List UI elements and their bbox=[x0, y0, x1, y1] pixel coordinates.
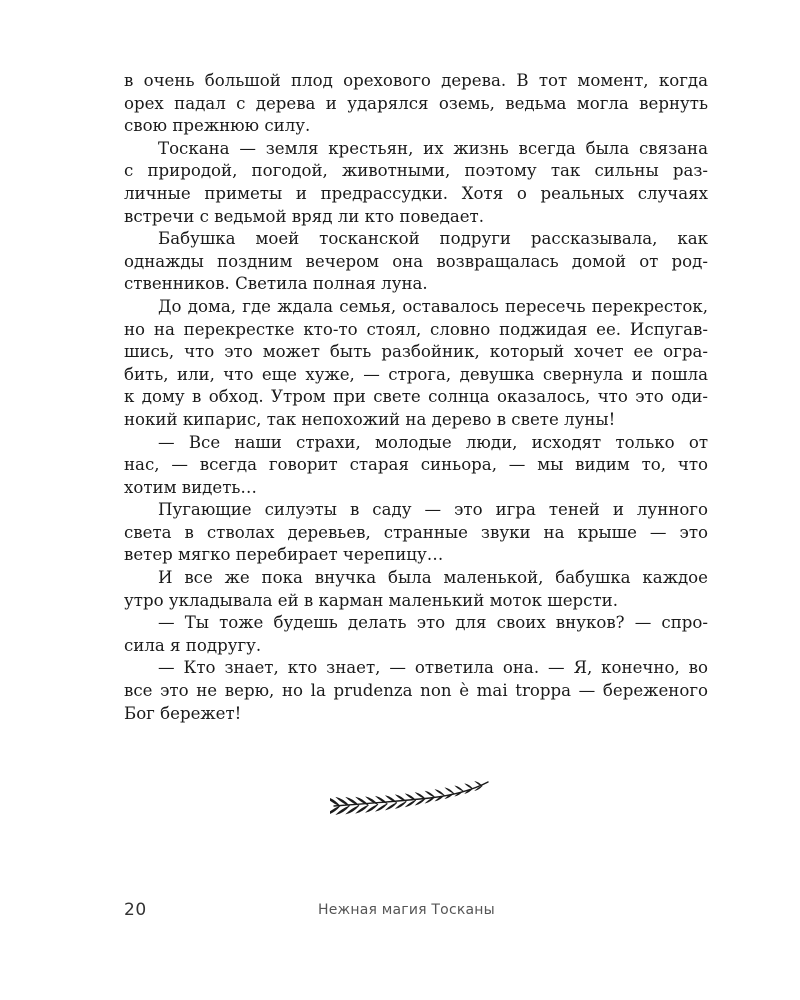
text-line: нас, — всегда говорит старая синьора, — мы видим то, что bbox=[124, 455, 708, 475]
text-line: личные приметы и предрассудки. Хотя о реальных случаях bbox=[124, 183, 708, 203]
text-line: ственников. Светила полная луна. bbox=[124, 274, 428, 294]
running-title: Нежная магия Тосканы bbox=[318, 902, 495, 918]
page-footer bbox=[124, 900, 708, 924]
text-line: встречи с ведьмой вряд ли кто поведает. bbox=[124, 206, 484, 226]
text-line: свою прежнюю силу. bbox=[124, 116, 311, 136]
text-line: нокий кипарис, так непохожий на дерево в свете луны! bbox=[124, 409, 616, 429]
text-line: ветер мягко перебирает черепицу… bbox=[124, 545, 444, 565]
text-line: однажды поздним вечером она возвращалась домой от род- bbox=[124, 251, 708, 271]
rosemary-sprig-icon bbox=[330, 776, 494, 836]
text-line: — Ты тоже будешь делать это для своих внуков? — спро- bbox=[158, 613, 708, 633]
text-line: шись, что это может быть разбойник, который хочет ее огра- bbox=[124, 342, 708, 362]
text-line: Тоскана — земля крестьян, их жизнь всегда была связана bbox=[158, 138, 708, 158]
text-line: с природой, погодой, животными, поэтому так сильны раз- bbox=[124, 161, 708, 181]
body-text bbox=[124, 70, 708, 725]
page-number: 20 bbox=[124, 900, 147, 920]
text-line: До дома, где ждала семья, оставалось пересечь перекресток, bbox=[158, 296, 708, 316]
text-line: но на перекрестке кто-то стоял, словно поджидая ее. Испугав- bbox=[124, 319, 708, 339]
text-line: Бог бережет! bbox=[124, 703, 242, 723]
text-line: света в стволах деревьев, странные звуки на крыше — это bbox=[124, 522, 708, 542]
text-line: Пугающие силуэты в саду — это игра теней и лунного bbox=[158, 500, 708, 520]
text-line: — Кто знает, кто знает, — ответила она. — Я, конечно, во bbox=[158, 658, 708, 678]
text-line: бить, или, что еще хуже, — строга, девушка свернула и пошла bbox=[124, 364, 708, 384]
text-line: орех падал с дерева и ударялся оземь, ведьма могла вернуть bbox=[124, 93, 708, 113]
text-line: Бабушка моей тосканской подруги рассказывала, как bbox=[158, 229, 708, 249]
text-line: хотим видеть… bbox=[124, 477, 258, 497]
text-line: — Все наши страхи, молодые люди, исходят только от bbox=[158, 432, 708, 452]
text-line: все это не верю, но la prudenza non è mai troppa — береженого bbox=[124, 681, 708, 701]
text-line: к дому в обход. Утром при свете солнца оказалось, что это оди- bbox=[124, 387, 708, 407]
text-line: И все же пока внучка была маленькой, бабушка каждое bbox=[158, 568, 708, 588]
text-line: сила я подругу. bbox=[124, 635, 262, 655]
text-line: в очень большой плод орехового дерева. В тот момент, когда bbox=[124, 71, 708, 90]
text-line: утро укладывала ей в карман маленький моток шерсти. bbox=[124, 590, 618, 610]
